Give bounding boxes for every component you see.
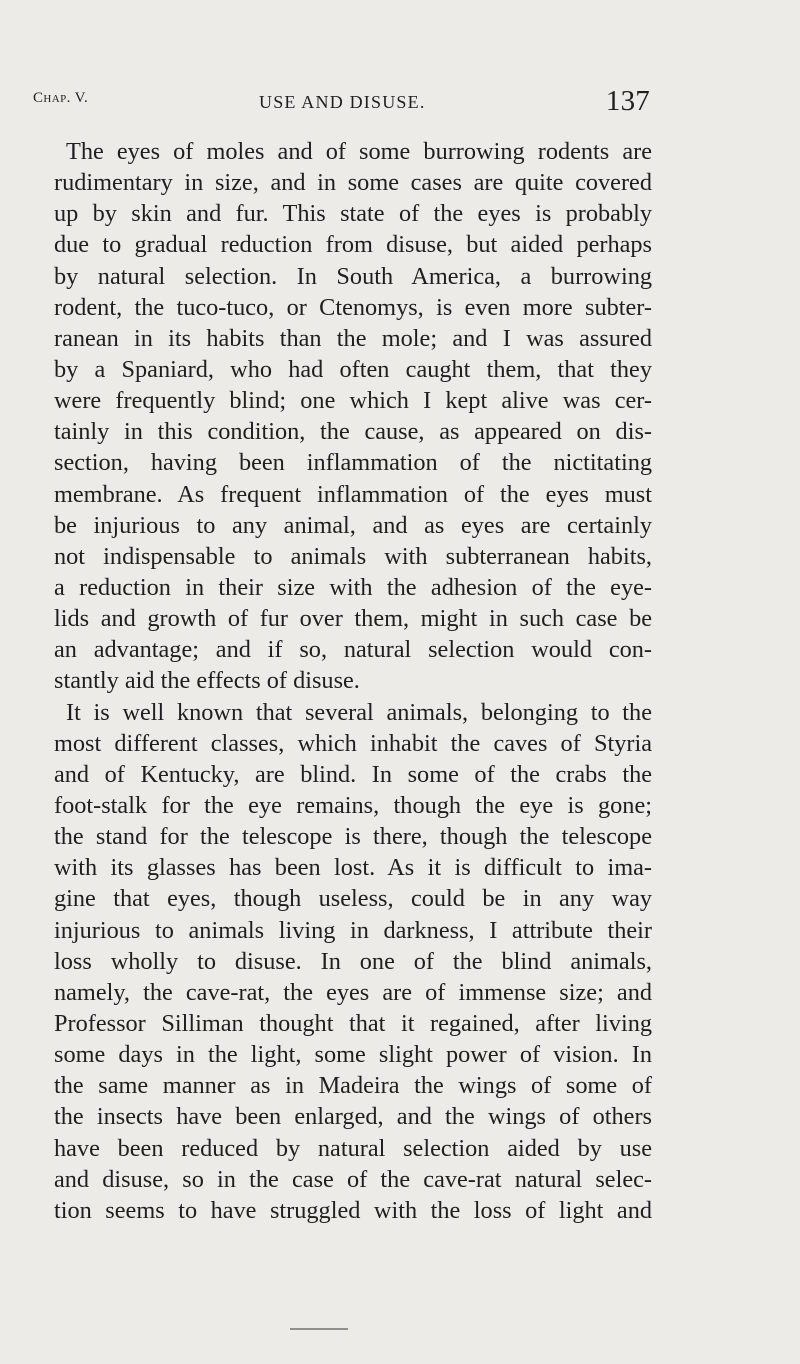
text-line: due to gradual reduction from disuse, but aided perhaps [54,231,652,259]
text-line: The eyes of moles and of some burrowing rodents are [66,138,652,165]
text-line: with its glasses has been lost. As it is difficult to ima- [54,854,652,882]
text-line: loss wholly to disuse. In one of the blind animals, [54,947,652,975]
text-line: have been reduced by natural selection aided by use [54,1134,652,1162]
body-text [54,136,652,1226]
text-line: namely, the cave-rat, the eyes are of immense size; and [54,978,652,1006]
text-line: by natural selection. In South America, a burrowing [54,262,652,290]
text-line: injurious to animals living in darkness, I attribute their [54,916,652,944]
text-line: some days in the light, some slight power of vision. In [54,1041,652,1069]
text-line: tainly in this condition, the cause, as appeared on dis- [54,418,652,446]
page-title: USE AND DISUSE. [259,92,426,112]
text-line: stantly aid the effects of disuse. [54,667,360,695]
text-line: section, having been inflammation of the nictitating [54,449,652,477]
text-line: rudimentary in size, and in some cases are quite covered [54,169,652,197]
text-line: by a Spaniard, who had often caught them, that they [54,355,652,383]
text-line: and disuse, so in the case of the cave-rat natural selec- [54,1165,652,1193]
text-line: up by skin and fur. This state of the eyes is probably [54,200,652,228]
text-line: an advantage; and if so, natural selection would con- [54,636,652,664]
text-line: the same manner as in Madeira the wings of some of [54,1072,652,1100]
text-line: gine that eyes, though useless, could be in any way [54,885,652,913]
text-line: a reduction in their size with the adhesion of the eye- [54,573,652,601]
text-line: most different classes, which inhabit the caves of Styria [54,729,652,757]
text-line: membrane. As frequent inflammation of the eyes must [54,480,652,508]
text-line: ranean in its habits than the mole; and I was assured [54,324,652,352]
text-line: the stand for the telescope is there, though the telescope [54,823,652,851]
text-line: the insects have been enlarged, and the wings of others [54,1103,652,1131]
chapter-label: Chap. V. [33,90,89,106]
text-line: It is well known that several animals, belonging to the [66,698,652,726]
text-line: were frequently blind; one which I kept alive was cer- [54,387,652,415]
running-head [33,85,650,117]
scan-mark [290,1328,348,1330]
text-line: Professor Silliman thought that it regained, after living [54,1009,652,1037]
page-number: 137 [605,85,650,117]
text-line: lids and growth of fur over them, might in such case be [54,605,652,633]
text-line: tion seems to have struggled with the loss of light and [54,1196,652,1224]
text-line: foot-stalk for the eye remains, though the eye is gone; [54,791,652,819]
text-line: and of Kentucky, are blind. In some of the crabs the [54,760,652,788]
text-line: rodent, the tuco-tuco, or Ctenomys, is even more subter- [54,293,652,321]
text-line: not indispensable to animals with subterranean habits, [54,542,652,570]
text-line: be injurious to any animal, and as eyes are certainly [54,511,652,539]
